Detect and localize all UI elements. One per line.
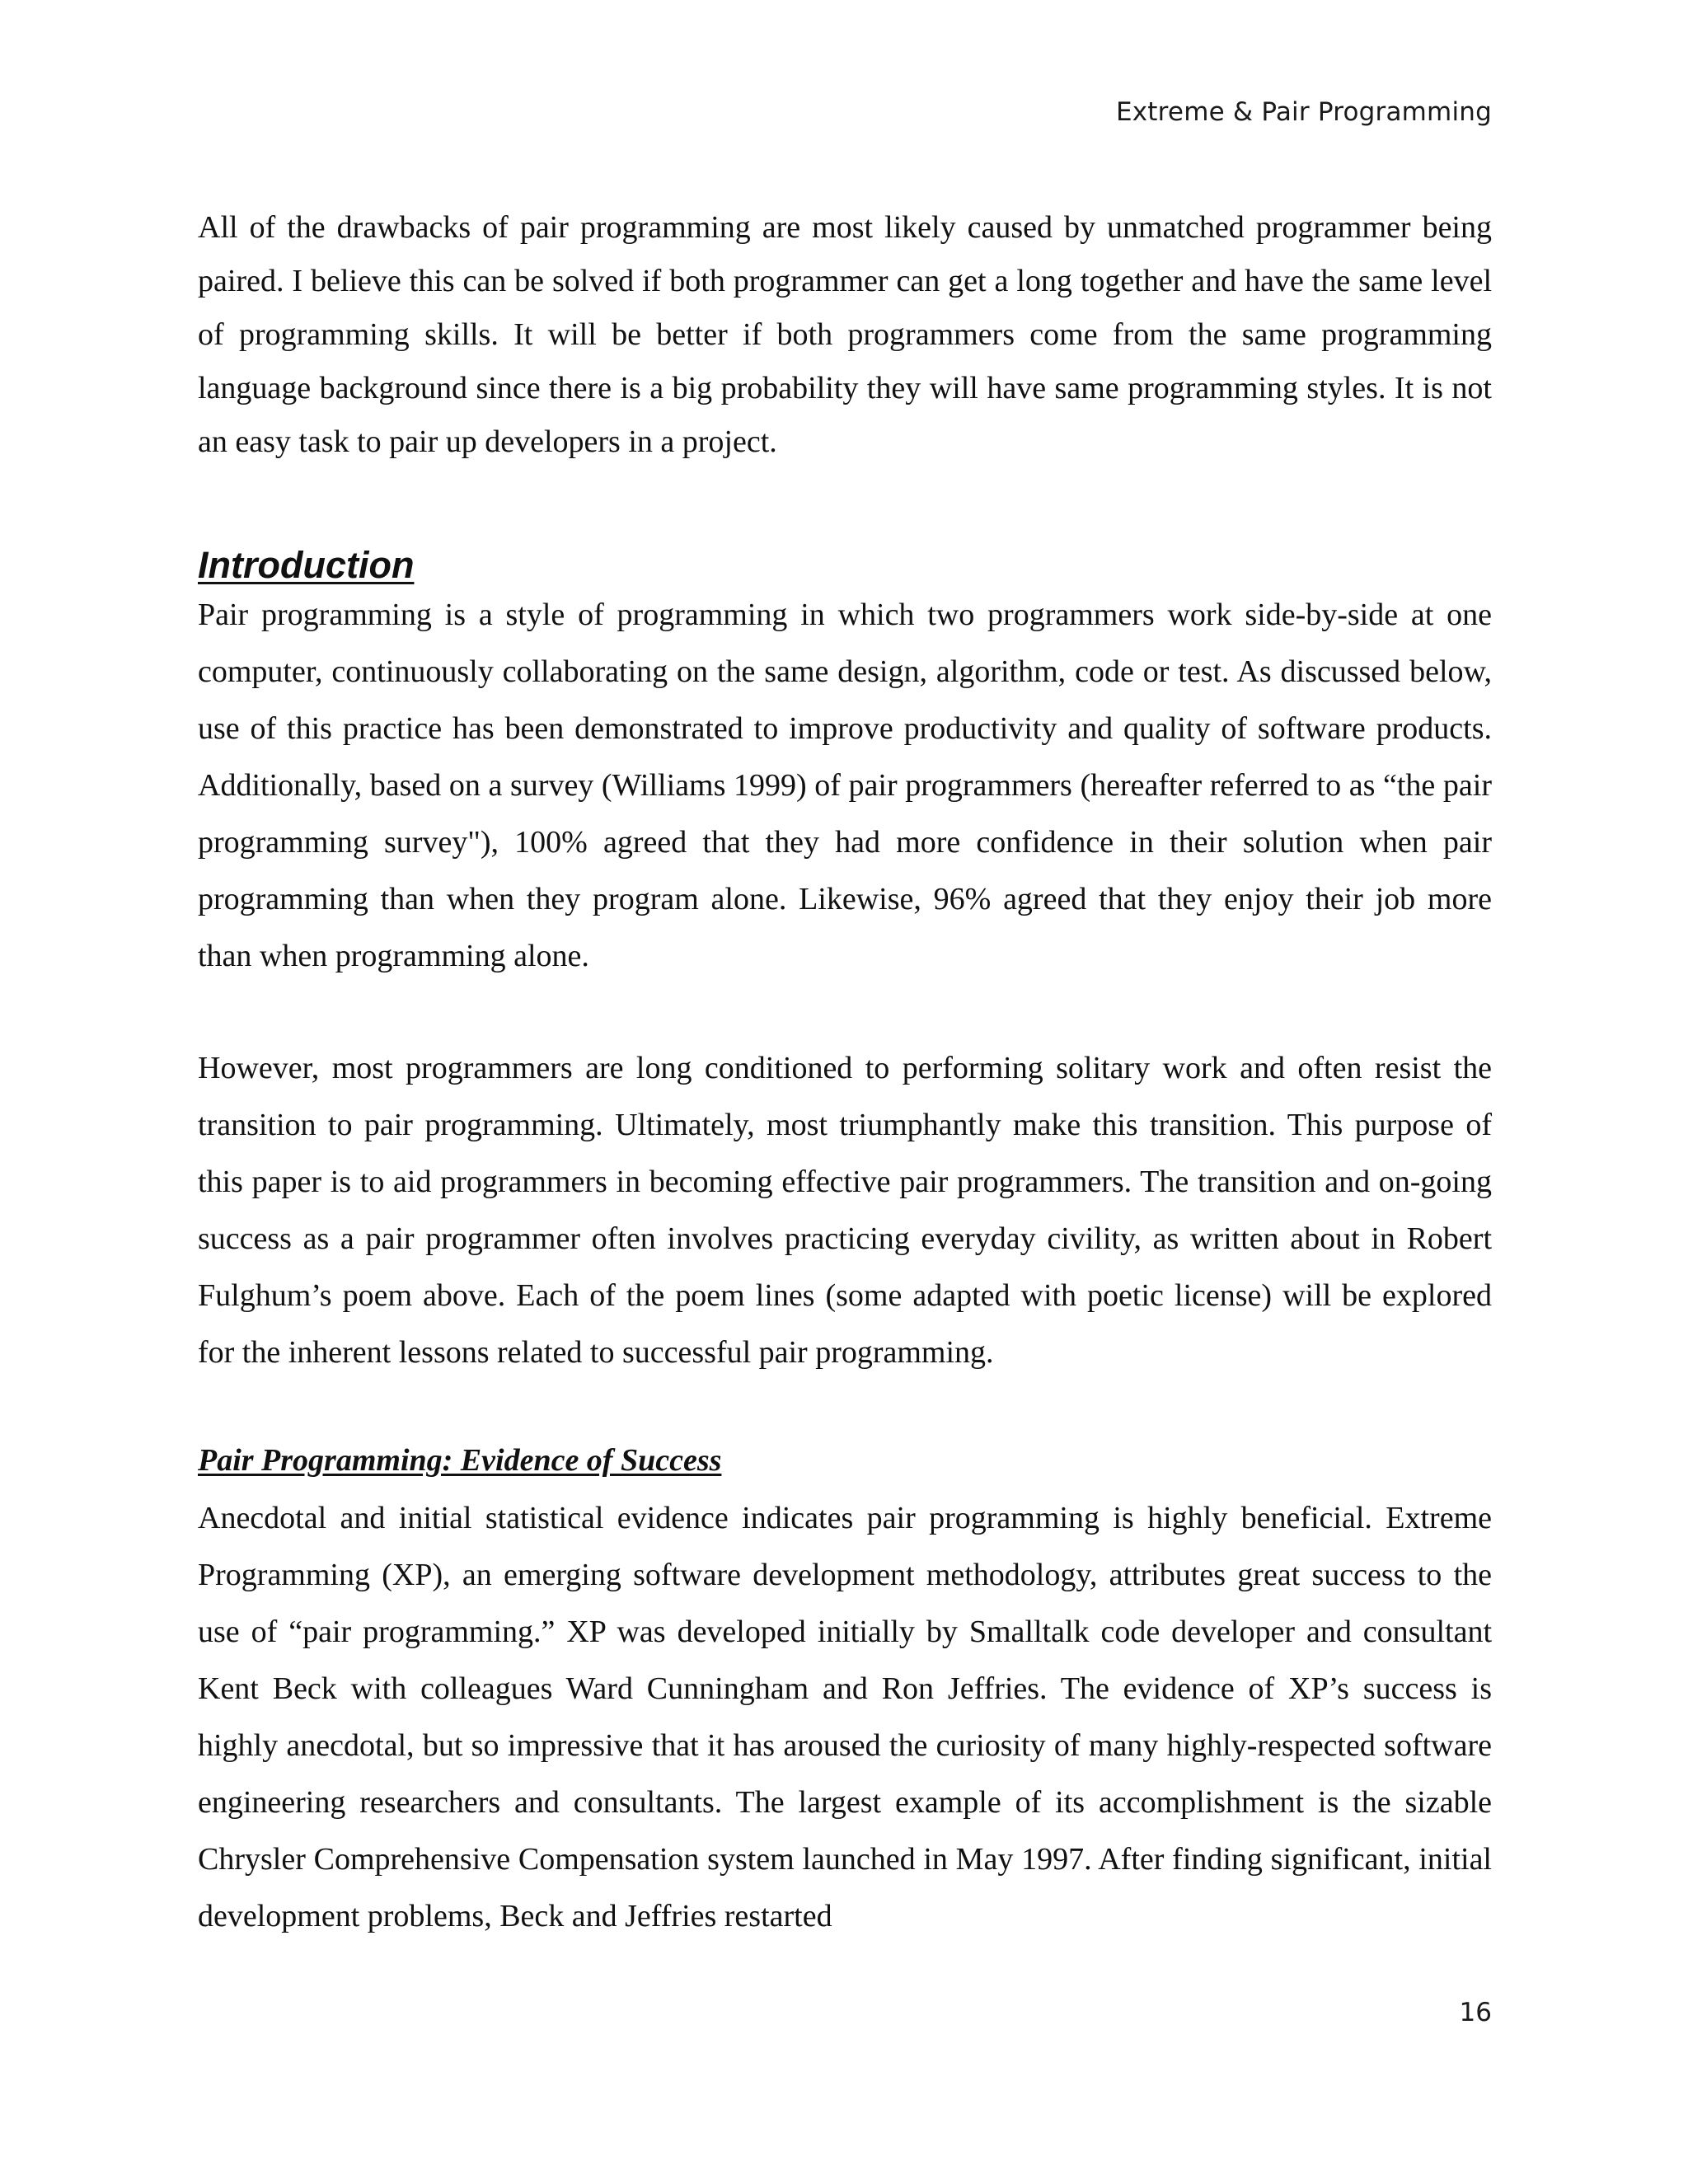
page-number: 16 bbox=[1459, 1998, 1492, 2027]
introduction-paragraph-1: Pair programming is a style of programming in which two programmers work side-by-side at one computer, continuously collaborating on the same design, algorithm, code or test. As discussed below, use of this practice has been demonstrated to improve productivity and quality of software products. Additionally, based on a survey (Williams 1999) of pair programmers (hereafter referred to as “the pair programming survey"), 100% agreed that they had more confidence in their solution when pair programming than when they program alone. Likewise, 96% agreed that they enjoy their job more than when programming alone. bbox=[198, 598, 1492, 973]
running-header: Extreme & Pair Programming bbox=[1115, 97, 1492, 127]
drawbacks-paragraph: All of the drawbacks of pair programming are most likely caused by unmatched programmer being paired. I believe this can be solved if both programmer can get a long together and have the same level of programming skills. It will be better if both programmers come from the same programming language background since there is a big probability they will have same programming styles. It is not an easy task to pair up developers in a project. bbox=[198, 210, 1492, 459]
evidence-paragraph: Anecdotal and initial statistical evidence indicates pair programming is highly beneficial. Extreme Programming (XP), an emerging software development methodology, attributes great success to the use of “pair programming.” XP was developed initially by Smalltalk code developer and consultant Kent Beck with colleagues Ward Cunningham and Ron Jeffries. The evidence of XP’s success is highly anecdotal, but so impressive that it has aroused the curiosity of many highly-respected software engineering researchers and consultants. The largest example of its accomplishment is the sizable Chrysler Comprehensive Compensation system launched in May 1997. After finding significant, initial development problems, Beck and Jeffries restarted bbox=[198, 1501, 1492, 1933]
evidence-heading: Pair Programming: Evidence of Success bbox=[198, 1443, 722, 1478]
introduction-paragraph-2: However, most programmers are long conditioned to performing solitary work and often resist the transition to pair programming. Ultimately, most triumphantly make this transition. This purpose of this paper is to aid programmers in becoming effective pair programmers. The transition and on-going success as a pair programmer often involves practicing everyday civility, as written about in Robert Fulghum’s poem above. Each of the poem lines (some adapted with poetic license) will be explored for the inherent lessons related to successful pair programming. bbox=[198, 1051, 1492, 1370]
introduction-heading: Introduction bbox=[198, 544, 415, 586]
